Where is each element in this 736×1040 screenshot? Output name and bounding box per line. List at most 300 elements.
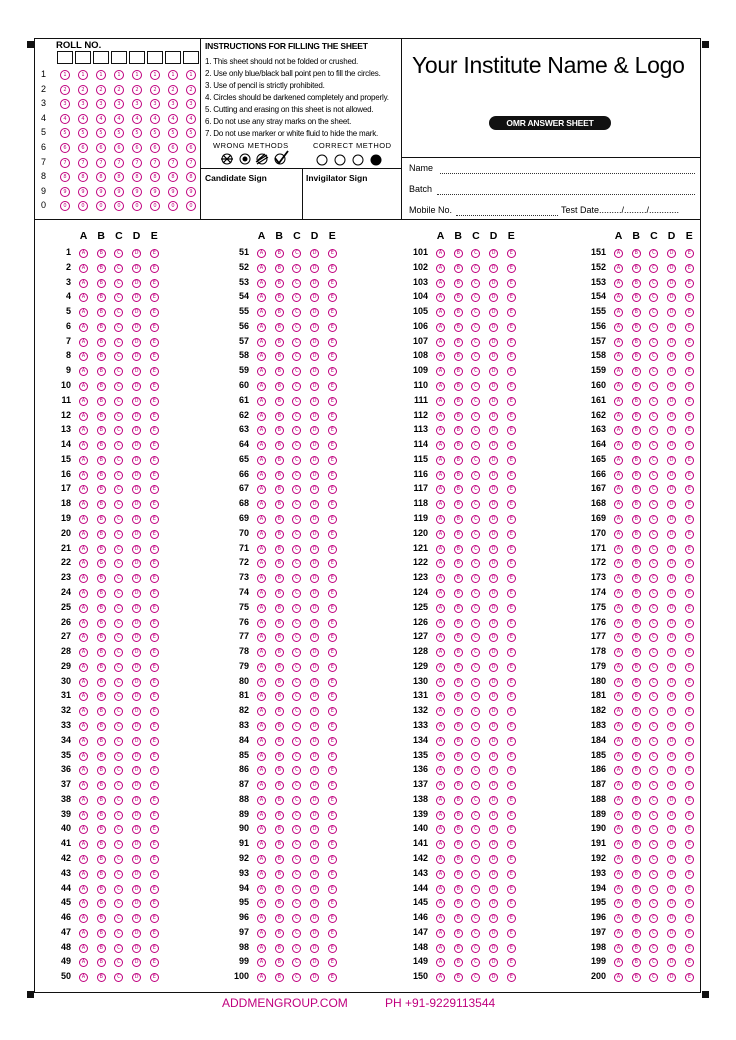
- answer-bubble[interactable]: E: [685, 796, 694, 805]
- answer-bubble[interactable]: A: [257, 530, 266, 539]
- answer-bubble[interactable]: B: [97, 604, 106, 613]
- answer-bubble[interactable]: D: [132, 500, 141, 509]
- answer-bubble[interactable]: C: [471, 633, 480, 642]
- answer-bubble[interactable]: C: [649, 426, 658, 435]
- answer-bubble[interactable]: A: [436, 899, 445, 908]
- answer-bubble[interactable]: E: [685, 752, 694, 761]
- answer-bubble[interactable]: B: [632, 382, 641, 391]
- answer-bubble[interactable]: C: [649, 249, 658, 258]
- answer-bubble[interactable]: B: [275, 249, 284, 258]
- answer-bubble[interactable]: E: [328, 973, 337, 982]
- answer-bubble[interactable]: B: [632, 796, 641, 805]
- answer-bubble[interactable]: A: [79, 707, 88, 716]
- answer-bubble[interactable]: A: [257, 471, 266, 480]
- answer-bubble[interactable]: A: [257, 707, 266, 716]
- answer-bubble[interactable]: B: [454, 352, 463, 361]
- answer-bubble[interactable]: D: [310, 692, 319, 701]
- answer-bubble[interactable]: A: [79, 766, 88, 775]
- answer-bubble[interactable]: E: [150, 426, 159, 435]
- answer-bubble[interactable]: D: [132, 338, 141, 347]
- answer-bubble[interactable]: A: [79, 574, 88, 583]
- answer-bubble[interactable]: D: [489, 737, 498, 746]
- answer-bubble[interactable]: B: [97, 648, 106, 657]
- roll-bubble[interactable]: 6: [186, 143, 196, 153]
- answer-bubble[interactable]: A: [436, 855, 445, 864]
- answer-bubble[interactable]: C: [114, 766, 123, 775]
- answer-bubble[interactable]: C: [114, 308, 123, 317]
- answer-bubble[interactable]: E: [507, 840, 516, 849]
- answer-bubble[interactable]: E: [685, 279, 694, 288]
- answer-bubble[interactable]: C: [649, 559, 658, 568]
- roll-bubble[interactable]: 6: [96, 143, 106, 153]
- answer-bubble[interactable]: B: [97, 825, 106, 834]
- answer-bubble[interactable]: B: [454, 308, 463, 317]
- answer-bubble[interactable]: A: [614, 648, 623, 657]
- answer-bubble[interactable]: B: [632, 870, 641, 879]
- answer-bubble[interactable]: A: [436, 412, 445, 421]
- answer-bubble[interactable]: D: [489, 500, 498, 509]
- answer-bubble[interactable]: B: [97, 811, 106, 820]
- answer-bubble[interactable]: B: [97, 500, 106, 509]
- answer-bubble[interactable]: E: [150, 899, 159, 908]
- answer-bubble[interactable]: C: [471, 840, 480, 849]
- answer-bubble[interactable]: C: [471, 264, 480, 273]
- answer-bubble[interactable]: B: [454, 500, 463, 509]
- answer-bubble[interactable]: C: [471, 825, 480, 834]
- answer-bubble[interactable]: E: [685, 338, 694, 347]
- roll-bubble[interactable]: 5: [132, 128, 142, 138]
- roll-bubble[interactable]: 2: [114, 85, 124, 95]
- answer-bubble[interactable]: E: [685, 545, 694, 554]
- answer-bubble[interactable]: E: [150, 648, 159, 657]
- answer-bubble[interactable]: E: [507, 559, 516, 568]
- answer-bubble[interactable]: A: [436, 397, 445, 406]
- answer-bubble[interactable]: E: [150, 944, 159, 953]
- answer-bubble[interactable]: A: [614, 500, 623, 509]
- answer-bubble[interactable]: E: [328, 796, 337, 805]
- answer-bubble[interactable]: D: [667, 249, 676, 258]
- answer-bubble[interactable]: C: [471, 249, 480, 258]
- answer-bubble[interactable]: D: [489, 870, 498, 879]
- answer-bubble[interactable]: E: [328, 899, 337, 908]
- answer-bubble[interactable]: D: [132, 471, 141, 480]
- answer-bubble[interactable]: B: [632, 648, 641, 657]
- answer-bubble[interactable]: D: [310, 899, 319, 908]
- answer-bubble[interactable]: C: [649, 914, 658, 923]
- answer-bubble[interactable]: E: [507, 500, 516, 509]
- answer-bubble[interactable]: B: [454, 515, 463, 524]
- roll-digit-box[interactable]: [183, 51, 199, 64]
- answer-bubble[interactable]: B: [454, 855, 463, 864]
- answer-bubble[interactable]: D: [310, 382, 319, 391]
- answer-bubble[interactable]: C: [649, 574, 658, 583]
- answer-bubble[interactable]: E: [685, 574, 694, 583]
- answer-bubble[interactable]: B: [632, 604, 641, 613]
- answer-bubble[interactable]: C: [649, 382, 658, 391]
- answer-bubble[interactable]: E: [685, 973, 694, 982]
- answer-bubble[interactable]: D: [310, 722, 319, 731]
- answer-bubble[interactable]: A: [614, 958, 623, 967]
- answer-bubble[interactable]: D: [489, 929, 498, 938]
- answer-bubble[interactable]: B: [632, 973, 641, 982]
- answer-bubble[interactable]: E: [685, 678, 694, 687]
- answer-bubble[interactable]: C: [649, 722, 658, 731]
- roll-bubble[interactable]: 5: [114, 128, 124, 138]
- answer-bubble[interactable]: C: [649, 397, 658, 406]
- answer-bubble[interactable]: E: [328, 249, 337, 258]
- roll-bubble[interactable]: 9: [114, 187, 124, 197]
- answer-bubble[interactable]: B: [632, 855, 641, 864]
- answer-bubble[interactable]: D: [132, 589, 141, 598]
- answer-bubble[interactable]: C: [114, 840, 123, 849]
- answer-bubble[interactable]: E: [328, 633, 337, 642]
- answer-bubble[interactable]: C: [292, 485, 301, 494]
- answer-bubble[interactable]: D: [310, 471, 319, 480]
- answer-bubble[interactable]: E: [507, 944, 516, 953]
- answer-bubble[interactable]: A: [79, 559, 88, 568]
- answer-bubble[interactable]: B: [454, 722, 463, 731]
- answer-bubble[interactable]: D: [489, 574, 498, 583]
- answer-bubble[interactable]: D: [667, 648, 676, 657]
- roll-bubble[interactable]: 1: [114, 70, 124, 80]
- answer-bubble[interactable]: E: [685, 619, 694, 628]
- answer-bubble[interactable]: D: [667, 781, 676, 790]
- answer-bubble[interactable]: D: [667, 692, 676, 701]
- answer-bubble[interactable]: B: [275, 678, 284, 687]
- answer-bubble[interactable]: E: [328, 752, 337, 761]
- answer-bubble[interactable]: A: [257, 855, 266, 864]
- answer-bubble[interactable]: E: [328, 855, 337, 864]
- answer-bubble[interactable]: A: [79, 382, 88, 391]
- answer-bubble[interactable]: A: [257, 663, 266, 672]
- answer-bubble[interactable]: D: [489, 796, 498, 805]
- answer-bubble[interactable]: C: [114, 825, 123, 834]
- answer-bubble[interactable]: D: [489, 530, 498, 539]
- answer-bubble[interactable]: D: [489, 811, 498, 820]
- answer-bubble[interactable]: D: [667, 870, 676, 879]
- answer-bubble[interactable]: B: [454, 397, 463, 406]
- answer-bubble[interactable]: D: [310, 323, 319, 332]
- answer-bubble[interactable]: C: [114, 279, 123, 288]
- answer-bubble[interactable]: B: [454, 249, 463, 258]
- answer-bubble[interactable]: C: [471, 397, 480, 406]
- answer-bubble[interactable]: A: [257, 796, 266, 805]
- answer-bubble[interactable]: A: [436, 515, 445, 524]
- answer-bubble[interactable]: C: [471, 545, 480, 554]
- answer-bubble[interactable]: A: [257, 722, 266, 731]
- answer-bubble[interactable]: A: [79, 545, 88, 554]
- answer-bubble[interactable]: B: [97, 485, 106, 494]
- answer-bubble[interactable]: C: [649, 885, 658, 894]
- answer-bubble[interactable]: E: [685, 944, 694, 953]
- answer-bubble[interactable]: A: [614, 604, 623, 613]
- answer-bubble[interactable]: B: [632, 722, 641, 731]
- answer-bubble[interactable]: A: [257, 293, 266, 302]
- answer-bubble[interactable]: E: [507, 589, 516, 598]
- answer-bubble[interactable]: B: [632, 678, 641, 687]
- answer-bubble[interactable]: C: [649, 293, 658, 302]
- answer-bubble[interactable]: E: [328, 692, 337, 701]
- answer-bubble[interactable]: E: [328, 545, 337, 554]
- answer-bubble[interactable]: D: [310, 855, 319, 864]
- answer-bubble[interactable]: E: [507, 515, 516, 524]
- answer-bubble[interactable]: C: [292, 308, 301, 317]
- answer-bubble[interactable]: A: [436, 264, 445, 273]
- answer-bubble[interactable]: E: [150, 722, 159, 731]
- answer-bubble[interactable]: A: [436, 722, 445, 731]
- roll-bubble[interactable]: 5: [168, 128, 178, 138]
- answer-bubble[interactable]: B: [632, 293, 641, 302]
- answer-bubble[interactable]: E: [328, 412, 337, 421]
- answer-bubble[interactable]: C: [114, 426, 123, 435]
- answer-bubble[interactable]: D: [489, 678, 498, 687]
- answer-bubble[interactable]: B: [97, 589, 106, 598]
- roll-bubble[interactable]: 2: [96, 85, 106, 95]
- answer-bubble[interactable]: D: [132, 766, 141, 775]
- answer-bubble[interactable]: B: [97, 663, 106, 672]
- answer-bubble[interactable]: A: [614, 382, 623, 391]
- answer-bubble[interactable]: D: [132, 426, 141, 435]
- answer-bubble[interactable]: E: [328, 426, 337, 435]
- answer-bubble[interactable]: A: [257, 929, 266, 938]
- answer-bubble[interactable]: B: [632, 338, 641, 347]
- answer-bubble[interactable]: D: [667, 899, 676, 908]
- answer-bubble[interactable]: D: [310, 811, 319, 820]
- answer-bubble[interactable]: E: [685, 264, 694, 273]
- answer-bubble[interactable]: E: [328, 441, 337, 450]
- answer-bubble[interactable]: A: [257, 574, 266, 583]
- answer-bubble[interactable]: B: [454, 589, 463, 598]
- answer-bubble[interactable]: B: [454, 973, 463, 982]
- answer-bubble[interactable]: D: [310, 515, 319, 524]
- roll-bubble[interactable]: 8: [132, 172, 142, 182]
- answer-bubble[interactable]: B: [275, 367, 284, 376]
- answer-bubble[interactable]: C: [471, 929, 480, 938]
- answer-bubble[interactable]: E: [150, 249, 159, 258]
- roll-bubble[interactable]: 8: [96, 172, 106, 182]
- answer-bubble[interactable]: A: [614, 737, 623, 746]
- roll-bubble[interactable]: 0: [186, 201, 196, 211]
- answer-bubble[interactable]: B: [632, 515, 641, 524]
- roll-bubble[interactable]: 5: [96, 128, 106, 138]
- answer-bubble[interactable]: D: [310, 944, 319, 953]
- answer-bubble[interactable]: A: [436, 885, 445, 894]
- answer-bubble[interactable]: D: [667, 412, 676, 421]
- answer-bubble[interactable]: B: [454, 825, 463, 834]
- answer-bubble[interactable]: A: [614, 796, 623, 805]
- answer-bubble[interactable]: B: [632, 633, 641, 642]
- answer-bubble[interactable]: B: [632, 264, 641, 273]
- answer-bubble[interactable]: C: [649, 870, 658, 879]
- answer-bubble[interactable]: B: [632, 914, 641, 923]
- answer-bubble[interactable]: B: [275, 589, 284, 598]
- answer-bubble[interactable]: E: [150, 619, 159, 628]
- answer-bubble[interactable]: A: [614, 914, 623, 923]
- answer-bubble[interactable]: B: [275, 545, 284, 554]
- answer-bubble[interactable]: B: [97, 471, 106, 480]
- answer-bubble[interactable]: D: [489, 249, 498, 258]
- answer-bubble[interactable]: B: [454, 426, 463, 435]
- roll-bubble[interactable]: 1: [168, 70, 178, 80]
- answer-bubble[interactable]: A: [436, 589, 445, 598]
- answer-bubble[interactable]: D: [489, 589, 498, 598]
- answer-bubble[interactable]: A: [614, 752, 623, 761]
- answer-bubble[interactable]: A: [257, 323, 266, 332]
- answer-bubble[interactable]: D: [132, 264, 141, 273]
- answer-bubble[interactable]: A: [436, 929, 445, 938]
- answer-bubble[interactable]: A: [79, 781, 88, 790]
- answer-bubble[interactable]: B: [454, 707, 463, 716]
- answer-bubble[interactable]: D: [310, 737, 319, 746]
- answer-bubble[interactable]: E: [150, 840, 159, 849]
- roll-bubble[interactable]: 1: [60, 70, 70, 80]
- answer-bubble[interactable]: B: [97, 781, 106, 790]
- answer-bubble[interactable]: B: [454, 811, 463, 820]
- answer-bubble[interactable]: C: [649, 367, 658, 376]
- answer-bubble[interactable]: D: [310, 500, 319, 509]
- answer-bubble[interactable]: A: [614, 973, 623, 982]
- answer-bubble[interactable]: E: [150, 279, 159, 288]
- answer-bubble[interactable]: A: [614, 811, 623, 820]
- answer-bubble[interactable]: B: [632, 485, 641, 494]
- answer-bubble[interactable]: D: [310, 338, 319, 347]
- answer-bubble[interactable]: E: [507, 308, 516, 317]
- answer-bubble[interactable]: D: [132, 692, 141, 701]
- roll-bubble[interactable]: 5: [78, 128, 88, 138]
- answer-bubble[interactable]: A: [79, 929, 88, 938]
- answer-bubble[interactable]: A: [436, 500, 445, 509]
- roll-bubble[interactable]: 6: [78, 143, 88, 153]
- answer-bubble[interactable]: C: [292, 352, 301, 361]
- answer-bubble[interactable]: A: [257, 456, 266, 465]
- answer-bubble[interactable]: B: [454, 737, 463, 746]
- answer-bubble[interactable]: C: [649, 973, 658, 982]
- roll-bubble[interactable]: 1: [186, 70, 196, 80]
- answer-bubble[interactable]: D: [132, 545, 141, 554]
- answer-bubble[interactable]: E: [507, 929, 516, 938]
- roll-bubble[interactable]: 4: [168, 114, 178, 124]
- answer-bubble[interactable]: D: [132, 441, 141, 450]
- answer-bubble[interactable]: D: [489, 752, 498, 761]
- answer-bubble[interactable]: C: [292, 781, 301, 790]
- answer-bubble[interactable]: D: [132, 678, 141, 687]
- answer-bubble[interactable]: D: [132, 752, 141, 761]
- answer-bubble[interactable]: B: [275, 412, 284, 421]
- answer-bubble[interactable]: B: [454, 264, 463, 273]
- roll-bubble[interactable]: 7: [60, 158, 70, 168]
- answer-bubble[interactable]: E: [150, 781, 159, 790]
- answer-bubble[interactable]: E: [328, 485, 337, 494]
- answer-bubble[interactable]: B: [454, 604, 463, 613]
- roll-digit-box[interactable]: [129, 51, 145, 64]
- answer-bubble[interactable]: C: [114, 914, 123, 923]
- answer-bubble[interactable]: A: [436, 678, 445, 687]
- answer-bubble[interactable]: D: [489, 619, 498, 628]
- answer-bubble[interactable]: E: [507, 574, 516, 583]
- answer-bubble[interactable]: C: [649, 633, 658, 642]
- answer-bubble[interactable]: E: [685, 914, 694, 923]
- answer-bubble[interactable]: B: [97, 678, 106, 687]
- answer-bubble[interactable]: D: [310, 663, 319, 672]
- answer-bubble[interactable]: A: [257, 367, 266, 376]
- roll-digit-box[interactable]: [75, 51, 91, 64]
- answer-bubble[interactable]: E: [328, 456, 337, 465]
- answer-bubble[interactable]: C: [114, 692, 123, 701]
- answer-bubble[interactable]: D: [667, 589, 676, 598]
- answer-bubble[interactable]: B: [275, 619, 284, 628]
- answer-bubble[interactable]: E: [685, 781, 694, 790]
- answer-bubble[interactable]: B: [275, 752, 284, 761]
- answer-bubble[interactable]: B: [275, 441, 284, 450]
- answer-bubble[interactable]: B: [632, 367, 641, 376]
- roll-bubble[interactable]: 6: [60, 143, 70, 153]
- answer-bubble[interactable]: C: [292, 604, 301, 613]
- answer-bubble[interactable]: B: [454, 678, 463, 687]
- answer-bubble[interactable]: A: [79, 352, 88, 361]
- answer-bubble[interactable]: D: [310, 264, 319, 273]
- answer-bubble[interactable]: C: [471, 885, 480, 894]
- answer-bubble[interactable]: A: [614, 338, 623, 347]
- roll-bubble[interactable]: 9: [186, 187, 196, 197]
- answer-bubble[interactable]: C: [471, 722, 480, 731]
- roll-bubble[interactable]: 0: [114, 201, 124, 211]
- answer-bubble[interactable]: E: [685, 885, 694, 894]
- answer-bubble[interactable]: E: [507, 811, 516, 820]
- answer-bubble[interactable]: E: [685, 766, 694, 775]
- answer-bubble[interactable]: A: [436, 530, 445, 539]
- answer-bubble[interactable]: E: [507, 367, 516, 376]
- answer-bubble[interactable]: A: [257, 338, 266, 347]
- answer-bubble[interactable]: A: [257, 559, 266, 568]
- answer-bubble[interactable]: C: [114, 397, 123, 406]
- answer-bubble[interactable]: C: [649, 692, 658, 701]
- roll-bubble[interactable]: 4: [78, 114, 88, 124]
- answer-bubble[interactable]: B: [275, 323, 284, 332]
- answer-bubble[interactable]: C: [649, 412, 658, 421]
- answer-bubble[interactable]: E: [150, 441, 159, 450]
- answer-bubble[interactable]: A: [436, 352, 445, 361]
- answer-bubble[interactable]: A: [79, 648, 88, 657]
- answer-bubble[interactable]: D: [489, 367, 498, 376]
- roll-bubble[interactable]: 3: [132, 99, 142, 109]
- answer-bubble[interactable]: C: [649, 264, 658, 273]
- answer-bubble[interactable]: B: [97, 973, 106, 982]
- answer-bubble[interactable]: A: [79, 338, 88, 347]
- answer-bubble[interactable]: B: [632, 412, 641, 421]
- answer-bubble[interactable]: A: [614, 633, 623, 642]
- answer-bubble[interactable]: D: [132, 885, 141, 894]
- answer-bubble[interactable]: E: [685, 929, 694, 938]
- answer-bubble[interactable]: C: [114, 899, 123, 908]
- answer-bubble[interactable]: D: [310, 885, 319, 894]
- answer-bubble[interactable]: B: [97, 870, 106, 879]
- batch-field[interactable]: [437, 194, 695, 195]
- answer-bubble[interactable]: D: [310, 914, 319, 923]
- answer-bubble[interactable]: A: [79, 308, 88, 317]
- answer-bubble[interactable]: A: [436, 958, 445, 967]
- answer-bubble[interactable]: E: [685, 559, 694, 568]
- answer-bubble[interactable]: E: [328, 323, 337, 332]
- answer-bubble[interactable]: A: [614, 545, 623, 554]
- answer-bubble[interactable]: A: [614, 426, 623, 435]
- answer-bubble[interactable]: E: [685, 855, 694, 864]
- answer-bubble[interactable]: C: [292, 367, 301, 376]
- answer-bubble[interactable]: D: [489, 485, 498, 494]
- answer-bubble[interactable]: E: [150, 485, 159, 494]
- answer-bubble[interactable]: E: [507, 323, 516, 332]
- answer-bubble[interactable]: D: [667, 530, 676, 539]
- answer-bubble[interactable]: B: [632, 825, 641, 834]
